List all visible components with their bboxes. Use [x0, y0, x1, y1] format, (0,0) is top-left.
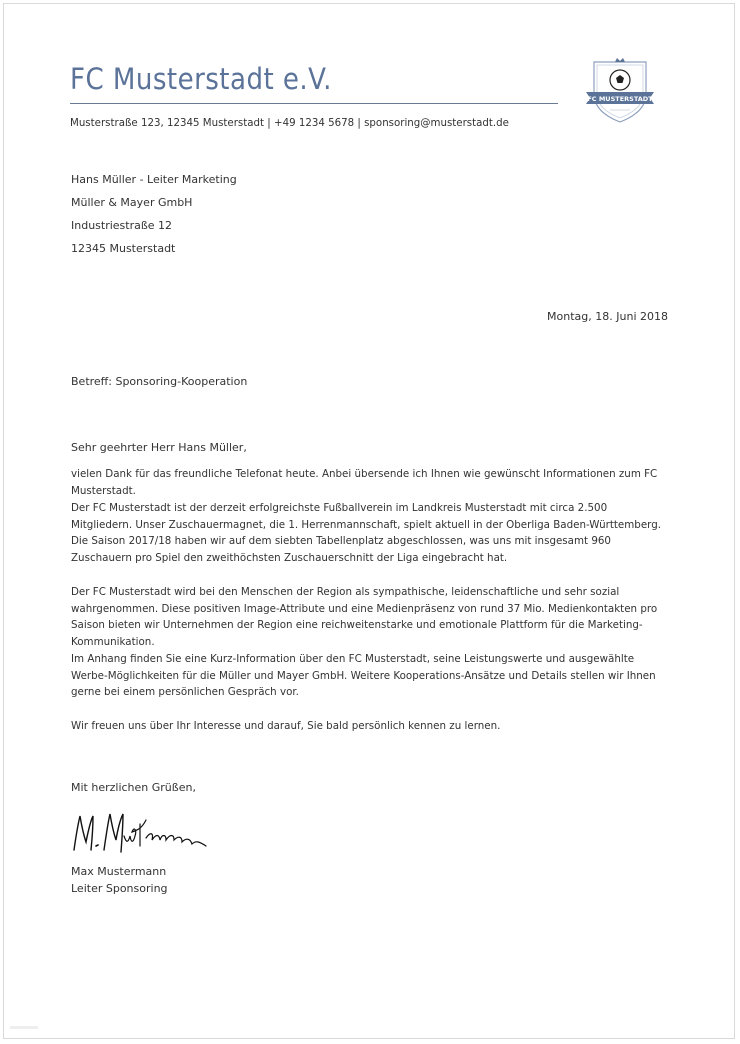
body-paragraph-5: Wir freuen uns über Ihr Interesse und darauf, Sie bald persönlich kennen zu lernen.	[71, 720, 501, 732]
letter-closing: Mit herzlichen Grüßen,	[71, 781, 196, 794]
body-paragraph-1: vielen Dank für das freundliche Telefonat heute. Anbei übersende ich Ihnen wie gewünscht Informationen zum FC Musterstadt.	[71, 468, 658, 497]
footer-mark	[10, 1026, 38, 1029]
body-paragraph-4: Im Anhang finden Sie eine Kurz-Information über den FC Musterstadt, seine Leistungswerte und ausgewählte Werbe-Möglichkeiten für die Müller und Mayer GmbH. Weitere Kooperations-Ansätze und Details stellen wir Ihnen gerne bei einem persönlichen Gespräch vor.	[71, 653, 656, 698]
recipient-city: 12345 Musterstadt	[71, 242, 176, 255]
letter-date: Montag, 18. Juni 2018	[547, 310, 668, 323]
club-name-heading: FC Musterstadt e.V.	[70, 62, 332, 96]
sender-address-line: Musterstraße 123, 12345 Musterstadt | +49 1234 5678 | sponsoring@musterstadt.de	[70, 116, 509, 129]
signer-name: Max Mustermann	[71, 865, 167, 878]
recipient-address-block	[71, 172, 237, 264]
logo-banner-text: FC MUSTERSTADT	[587, 95, 653, 103]
handwritten-signature	[66, 806, 216, 862]
recipient-street: Industriestraße 12	[71, 219, 173, 232]
signer-title: Leiter Sponsoring	[71, 882, 168, 895]
body-paragraph-2: Der FC Musterstadt ist der derzeit erfolgreichste Fußballverein im Landkreis Musterstadt mit circa 2.500 Mitgliedern. Unser Zuschauermagnet, die 1. Herrenmannschaft, spielt aktuell in der Oberliga Baden-Württemberg. Die Saison 2017/18 haben wir auf dem siebten Tabellenplatz abgeschlossen, was uns mit insgesamt 960 Zuschauern pro Spiel den zweithöchsten Zuschauerschnitt der Liga eingebracht hat.	[71, 502, 662, 564]
letter-subject: Betreff: Sponsoring-Kooperation	[71, 375, 248, 388]
club-crest-logo	[584, 54, 656, 126]
letter-salutation: Sehr geehrter Herr Hans Müller,	[71, 441, 247, 454]
header-divider	[70, 103, 558, 104]
recipient-company: Müller & Mayer GmbH	[71, 196, 193, 209]
recipient-name: Hans Müller - Leiter Marketing	[71, 173, 237, 186]
body-paragraph-3: Der FC Musterstadt wird bei den Menschen der Region als sympathische, leidenschaftliche und sehr sozial wahrgenommen. Diese positiven Image-Attribute und eine Medienpräsenz von rund 37 Mio. Medienkontakten pro Saison bieten wir Unternehmen der Region eine reichweitenstarke und emotionale Plattform für die Marketing-Kommunikation.	[71, 586, 658, 648]
